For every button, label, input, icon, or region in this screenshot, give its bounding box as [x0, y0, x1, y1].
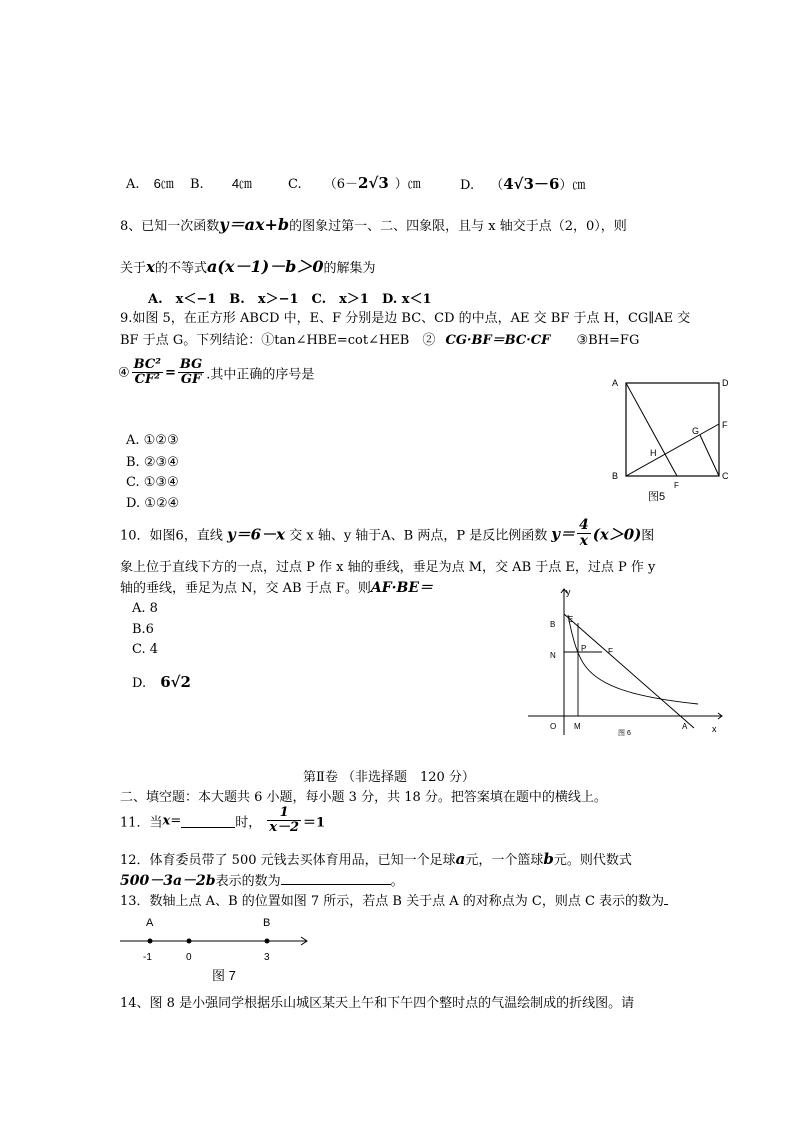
fig5-label-c: C	[722, 471, 729, 481]
fig7-tick-minus1: -1	[143, 952, 152, 963]
q9-frac2-den: GF	[180, 372, 202, 388]
fig6-label-n: N	[550, 651, 556, 660]
q8-line2-text: 关于	[120, 261, 147, 276]
q10-frac-num: 4	[578, 517, 589, 533]
q11-rhs: ＝1	[303, 815, 326, 831]
q10-option-d-math: 6√2	[160, 673, 191, 691]
q8-variable: x	[146, 258, 155, 276]
q13-text: 13．数轴上点 A、B 的位置如图 7 所示，若点 B 关于点 A 的对称点为 C，则点 C 表示的数为	[120, 894, 665, 909]
q8-line1	[120, 212, 627, 235]
square-abcd	[626, 383, 719, 476]
q10-line3-text: 轴的垂线，垂足为点 N，交 AB 于点 F。则	[120, 581, 371, 596]
q10-text: 10．如图6，直线	[120, 528, 223, 544]
q10-line-function: y＝6－x	[226, 525, 286, 544]
fig6-caption: 图 6	[618, 730, 631, 737]
q12-text: 12．体育委员带了 500 元钱去买体育用品，已知一个足球	[120, 853, 456, 868]
figure-7	[115, 912, 315, 987]
q7-option-c-label: C.	[288, 177, 302, 192]
q10-expression: AF·BE＝	[370, 580, 434, 596]
line-ab	[564, 614, 694, 728]
fig6-label-m: M	[574, 722, 581, 731]
q8-inequality: a(x－1)－b＞0	[206, 257, 324, 276]
q10-text2: 交 x 轴、y 轴于A、B 两点，P 是反比例函数	[289, 528, 548, 544]
q11-answer-blank	[181, 813, 235, 828]
point-a-dot	[148, 939, 153, 944]
q9-option-c: C. ①③④	[126, 475, 179, 490]
q9-equals-sign: =	[164, 365, 176, 381]
q7-option-c-open: （6－	[323, 177, 359, 192]
q8-text-cont: 的图象过第一、二、四象限，且与 x 轴交于点（2，0），则	[289, 219, 627, 234]
q11-line	[120, 806, 325, 836]
q7-option-d-math: 4√3－6	[503, 175, 560, 193]
fig5-label-b: B	[612, 471, 619, 481]
q14-line: 14、图 8 是小强同学根据乐山城区某天上午和下午四个整时点的气温绘制成的折线图。请	[120, 996, 635, 1011]
q7-option-c-close: ）㎝	[394, 177, 421, 192]
fig5-label-g: G	[692, 426, 700, 436]
q9-line2-text: BF 于点 G。下列结论：①tan∠HBE=cot∠HEB ②	[120, 333, 436, 348]
q9-line3	[118, 358, 314, 388]
fig6-label-p: P	[581, 644, 587, 653]
q8-options: A. x＜−1 B. x＞−1 C. x＞1 D. x＜1	[148, 292, 432, 307]
q9-fraction-2	[178, 358, 204, 388]
q7-option-d-open: （	[490, 178, 504, 193]
q12-line2	[120, 870, 404, 890]
point-b-dot	[265, 939, 270, 944]
fig5-label-e: F	[674, 481, 679, 490]
q8-line2-text3: 的解集为	[323, 261, 376, 276]
q10-inverse-func-a: y＝	[551, 525, 575, 544]
q11-text2: 时，	[235, 815, 262, 831]
fig7-label-b: B	[263, 917, 271, 929]
hyperbola-curve	[568, 615, 698, 704]
q8-function: y＝ax+b	[219, 215, 290, 234]
q7-option-b-label: B.	[190, 177, 204, 192]
q7-option-d-label: D.	[460, 178, 475, 193]
fig6-label-b: B	[550, 620, 556, 629]
fig5-caption: 图5	[648, 491, 666, 503]
q9-fraction-1	[132, 358, 163, 388]
part2-title: 第Ⅱ卷 （非选择题 120 分）	[303, 770, 475, 785]
figure-5	[600, 370, 750, 510]
q7-option-b-value: 4㎝	[231, 176, 253, 191]
q7-option-a-value: 6㎝	[153, 176, 174, 191]
q10-option-c: C. 4	[132, 642, 159, 657]
q10-option-b: B.6	[132, 622, 154, 637]
q11-fraction	[267, 806, 301, 836]
q9-frac1-den: CF²	[134, 372, 160, 388]
q9-frac2-num: BG	[179, 357, 203, 372]
q10-option-a: A. 8	[132, 601, 158, 616]
fig5-label-a: A	[612, 378, 619, 388]
q9-line1: 9.如图 5，在正方形 ABCD 中，E、F 分别是边 BC、CD 的中点，AE 交 BF 于点 H，CG∥AE 交	[120, 311, 691, 326]
q10-inverse-fraction	[577, 518, 591, 550]
q9-option-d: D. ①②④	[126, 496, 180, 511]
q12-text3: 元。则代数式	[553, 853, 632, 868]
fig6-label-o: O	[550, 722, 557, 731]
q9-frac1-num: BC²	[133, 357, 161, 372]
q12-var-b: b	[543, 850, 554, 868]
q13-line	[120, 890, 668, 909]
q12-end: 。	[390, 874, 404, 889]
fig7-tick-3: 3	[264, 952, 270, 963]
q13-answer-blank	[664, 891, 668, 905]
q12-text4: 表示的数为	[215, 874, 281, 889]
line-cg	[700, 435, 719, 476]
q8-line2-text2: 的不等式	[154, 261, 207, 276]
q9-line2-text2: ③BH=FG	[576, 333, 640, 348]
q7-options	[126, 173, 174, 192]
q11-frac-num: 1	[267, 806, 301, 821]
q12-expression: 500－3a－2b	[120, 873, 216, 889]
q9-item4-marker: ④	[118, 365, 130, 381]
fig7-label-a: A	[146, 917, 154, 929]
part2-intro: 二、填空题：本大题共 6 小题，每小题 3 分，共 18 分。把答案填在题中的横线上。	[120, 790, 607, 805]
q12-answer-blank	[281, 871, 391, 885]
q9-equation: CG·BF＝BC·CF	[445, 333, 551, 348]
q10-line1	[120, 518, 654, 550]
q9-option-a: A. ①②③	[126, 433, 179, 448]
q10-option-d-label: D.	[132, 676, 147, 691]
q12-text2: 元，一个篮球	[465, 853, 544, 868]
fig6-label-f: F	[608, 647, 613, 656]
q9-line2	[120, 329, 639, 348]
q9-line3-tail: .其中正确的序号是	[206, 367, 315, 383]
fig7-tick-0: 0	[186, 952, 192, 963]
figure-6	[520, 585, 730, 740]
q7-option-c-math: 2√3	[358, 174, 389, 192]
origin-dot	[187, 939, 192, 944]
q12-line1	[120, 849, 632, 868]
q11-text: 11．当	[120, 815, 163, 831]
q7-option-d-close: ）㎝	[559, 178, 586, 193]
fig5-label-f: F	[722, 420, 728, 430]
fig7-caption: 图 7	[212, 968, 236, 983]
q11-variable: x	[162, 813, 171, 829]
q11-equals: =	[170, 813, 182, 829]
q10-line3	[120, 577, 433, 597]
q8-text: 8、已知一次函数	[120, 219, 220, 234]
q10-option-d	[132, 673, 191, 691]
fig5-label-h: H	[650, 448, 657, 458]
q11-frac-den: x－2	[269, 820, 300, 836]
fig6-label-e: E	[568, 615, 574, 624]
q10-frac-den: x	[579, 533, 589, 550]
q7-option-a-label: A.	[126, 177, 140, 192]
q10-line2: 象上位于直线下方的一点，过点 P 作 x 轴的垂线，垂足为点 M，交 AB 于点 E，过点 P 作 y	[120, 560, 656, 575]
q12-var-a: a	[455, 850, 466, 868]
fig6-label-a: A	[682, 722, 688, 731]
fig5-label-d: D	[722, 378, 729, 388]
q9-option-b: B. ②③④	[126, 455, 179, 470]
q10-inverse-func-b: (x＞0)	[592, 525, 642, 544]
q8-line2	[120, 254, 376, 277]
q10-text3: 图	[641, 528, 655, 544]
fig6-label-y: y	[566, 587, 571, 597]
fig6-label-x: x	[712, 724, 717, 734]
